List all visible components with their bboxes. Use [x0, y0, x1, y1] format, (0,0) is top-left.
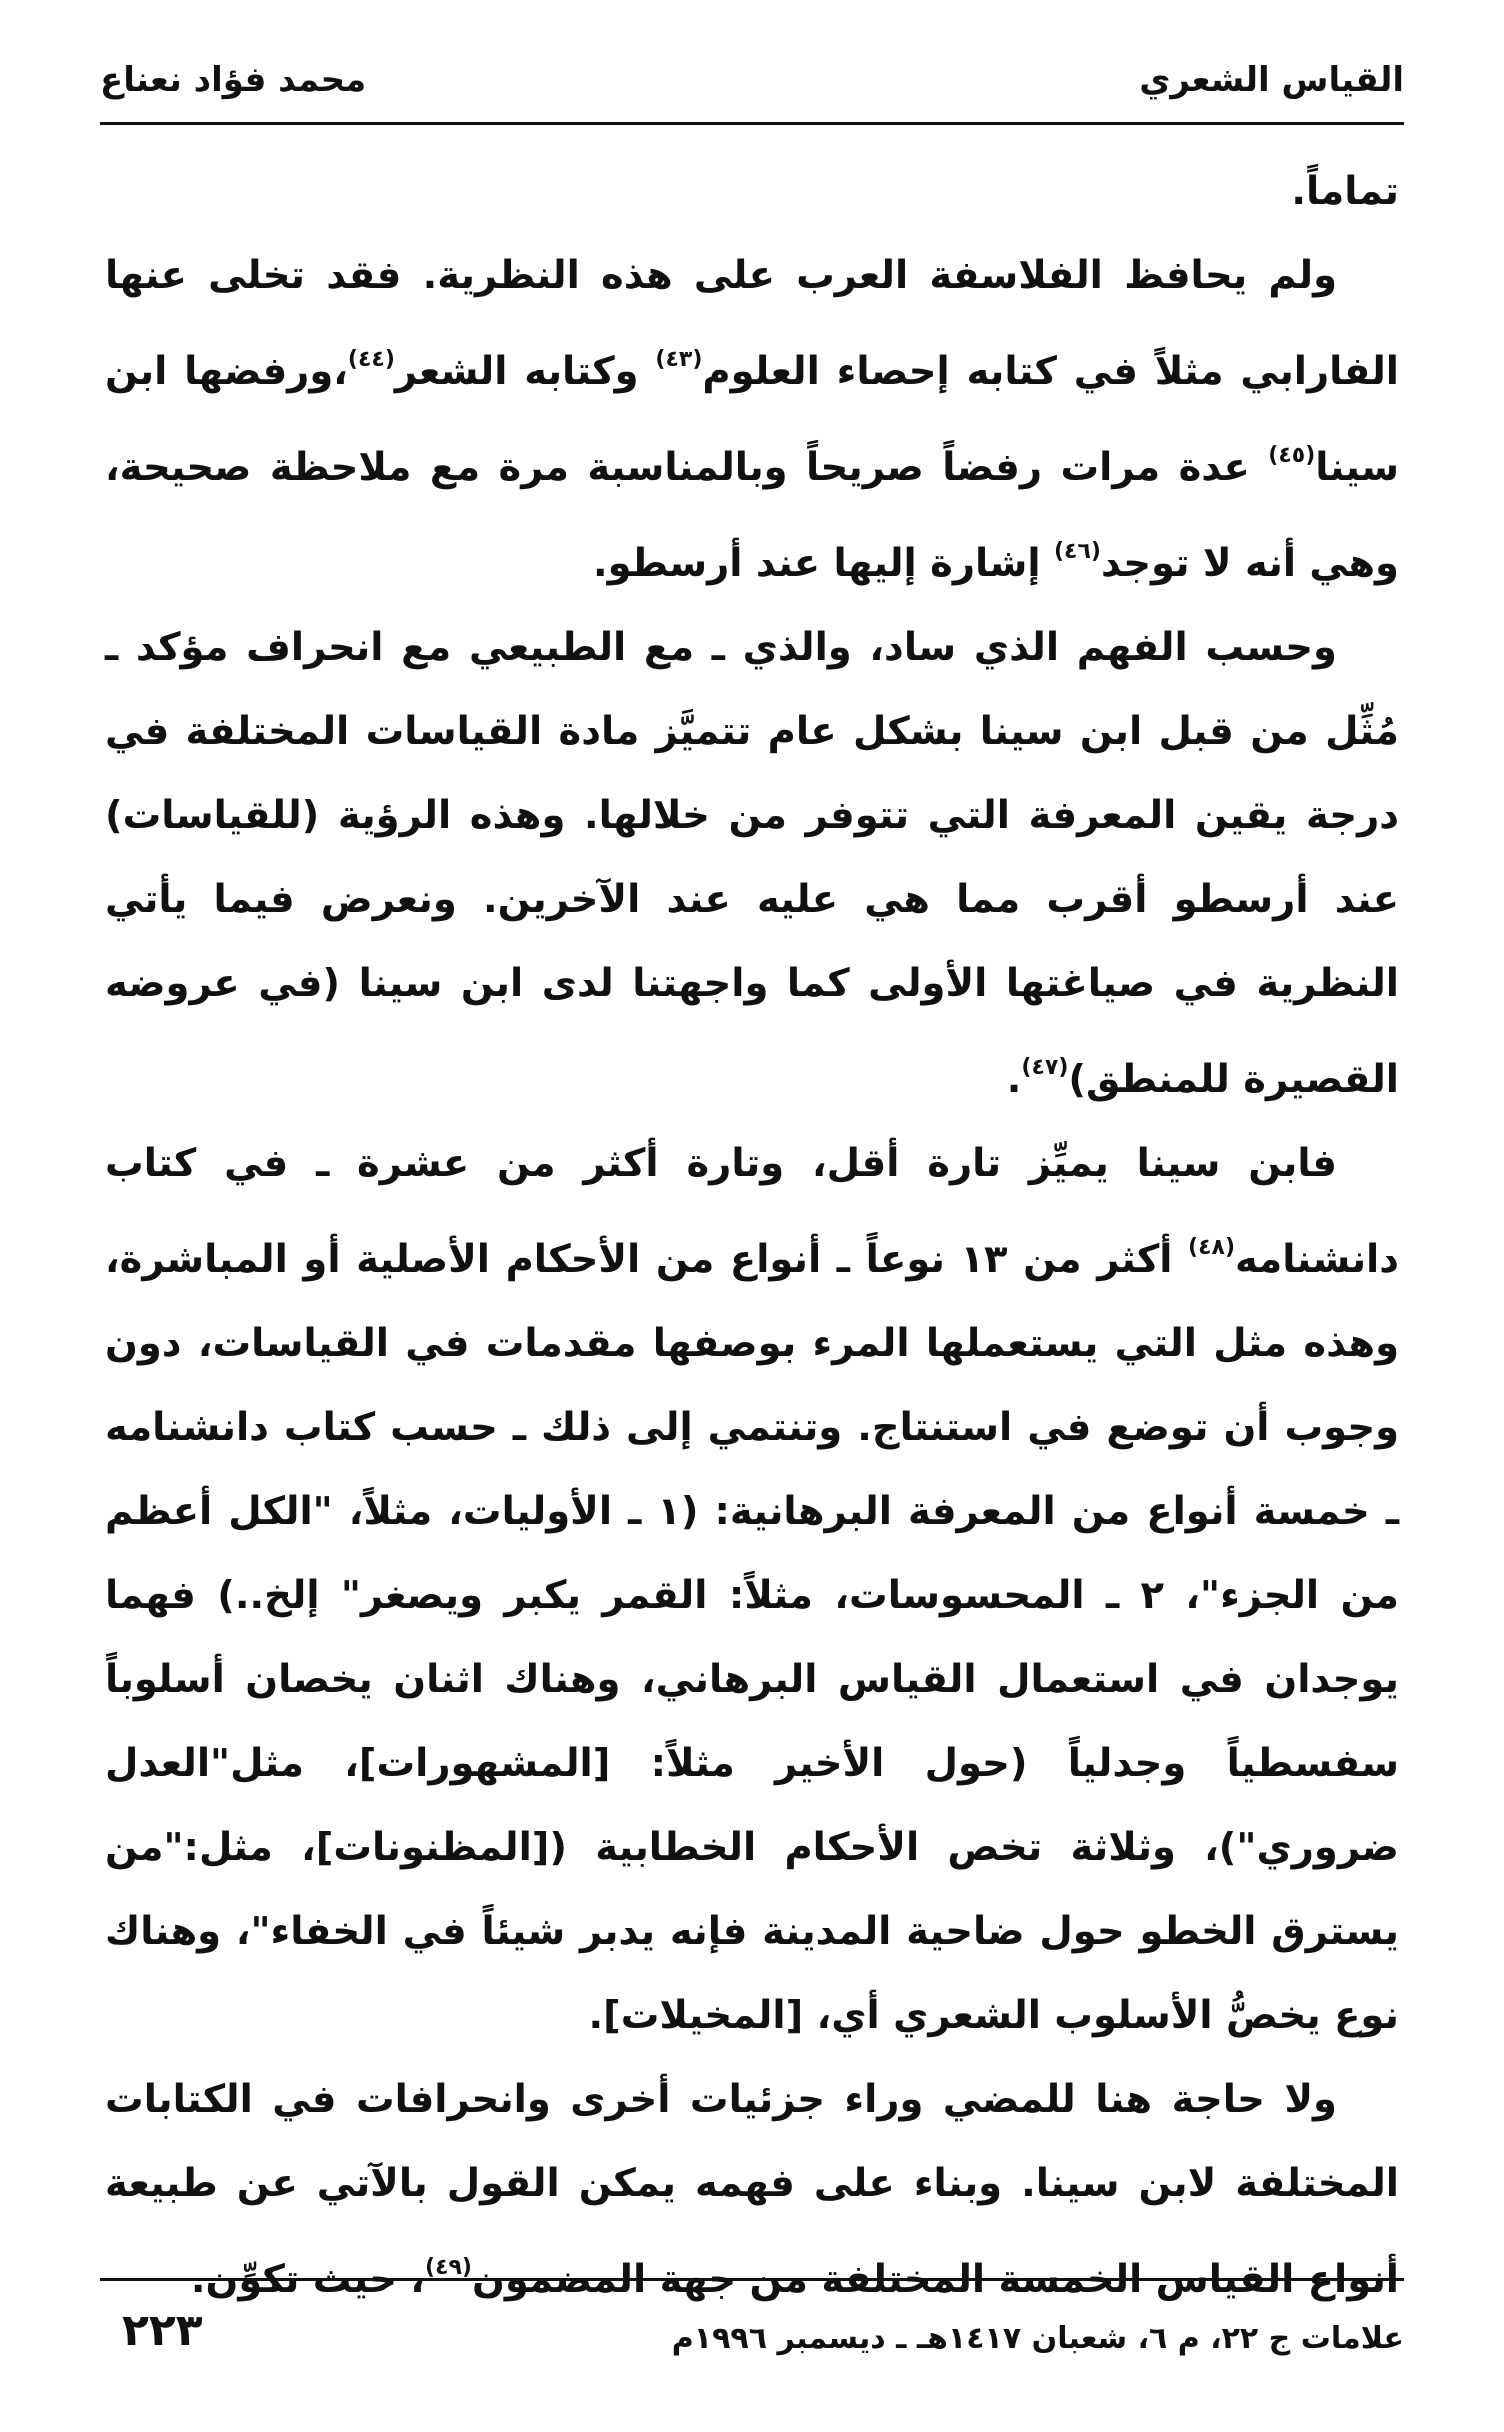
footnote-marker: (٤٥) [1268, 443, 1316, 468]
paragraph-text: عدة مرات رفضاً صريحاً وبالمناسبة مرة مع ملاحظة صحيحة، وهي أنه لا توجد [105, 445, 1399, 586]
paragraph-text: وكتابه الشعر [394, 349, 656, 394]
paragraph-1 [105, 234, 1399, 606]
running-author: محمد فؤاد نعناع [100, 60, 367, 100]
footnote-marker: (٤٣) [655, 347, 703, 372]
paragraph-0 [105, 150, 1399, 234]
paragraph-text: أكثر من ١٣ نوعاً ـ أنواع من الأحكام الأصلية أو المباشرة، وهذه مثل التي يستعملها المرء بوصفها مقدمات في القياسات، دون وجوب أن توضع في استنتاج. وتنتمي إلى ذلك ـ حسب كتاب دانشنامه ـ خمسة أنواع من المعرفة البرهانية: (١ ـ الأوليات، مثلاً، "الكل أعظم من الجزء"، ٢ ـ المحسوسات، مثلاً: القمر يكبر ويصغر" إلخ..) فهما يوجدان في استعمال القياس البرهاني، وهناك اثنان يخصان أسلوباً سفسطياً وجدلياً (حول الأخير مثلاً: [المشهورات]، مثل"العدل ضروري")، وثلاثة تخص الأحكام الخطابية ([المظنونات]، مثل:"من يسترق الخطو حول ضاحية المدينة فإنه يدبر شيئاً في الخفاء"، وهناك نوع يخصُّ الأسلوب الشعري أي، [المخيلات]. [105, 1237, 1399, 2038]
paragraph-text: ولم يحافظ الفلاسفة العرب على هذه النظرية. فقد تخلى عنها الفارابي مثلاً في كتابه إحصاء العلوم [105, 253, 1399, 394]
paragraph-3 [105, 1122, 1399, 2058]
paragraph-text: ، حيث تكوِّن. [190, 2257, 425, 2302]
issue-info: علامات ج ٢٢، م ٦، شعبان ١٤١٧هـ ـ ديسمبر ١٩٩٦م [671, 2321, 1404, 2356]
paragraph-text: ولا حاجة هنا للمضي وراء جزئيات أخرى وانحرافات في الكتابات المختلفة لابن سينا. وبناء على فهمه يمكن القول بالآتي عن طبيعة أنواع القياس الخمسة المختلفة من جهة المضمون [105, 2077, 1399, 2302]
page-footer [100, 2278, 1404, 2391]
paragraph-2 [105, 606, 1399, 1122]
paragraph-text: فابن سينا يميِّز تارة أقل، وتارة أكثر من عشرة ـ في كتاب دانشنامه [105, 1141, 1399, 1282]
footnote-marker: (٤٦) [1053, 539, 1101, 564]
paragraph-text: وحسب الفهم الذي ساد، والذي ـ مع الطبيعي مع انحراف مؤكد ـ مُثِّل من قبل ابن سينا بشكل عام تتميَّز مادة القياسات المختلفة في درجة يقين المعرفة التي تتوفر من خلالها. وهذه الرؤية (للقياسات) عند أرسطو أقرب مما هي عليه عند الآخرين. ونعرض فيما يأتي النظرية في صياغتها الأولى كما واجهتنا لدى ابن سينا (في عروضه القصيرة للمنطق) [105, 625, 1399, 1102]
paragraph-text: . [1006, 1057, 1022, 1102]
footnote-marker: (٤٨) [1188, 1235, 1236, 1260]
body-text [105, 150, 1399, 2322]
paragraph-text: تماماً. [1291, 169, 1399, 214]
footnote-marker: (٤٩) [425, 2255, 472, 2280]
paragraph-text: ،ورفضها ابن سينا [105, 349, 1399, 490]
page-header [100, 52, 1404, 125]
footnote-marker: (٤٧) [1021, 1055, 1069, 1080]
page-number: ٢٢٣ [122, 2305, 203, 2356]
paragraph-text: إشارة إليها عند أرسطو. [592, 541, 1054, 586]
footnote-marker: (٤٤) [347, 347, 395, 372]
running-title: القياس الشعري [1139, 60, 1404, 100]
